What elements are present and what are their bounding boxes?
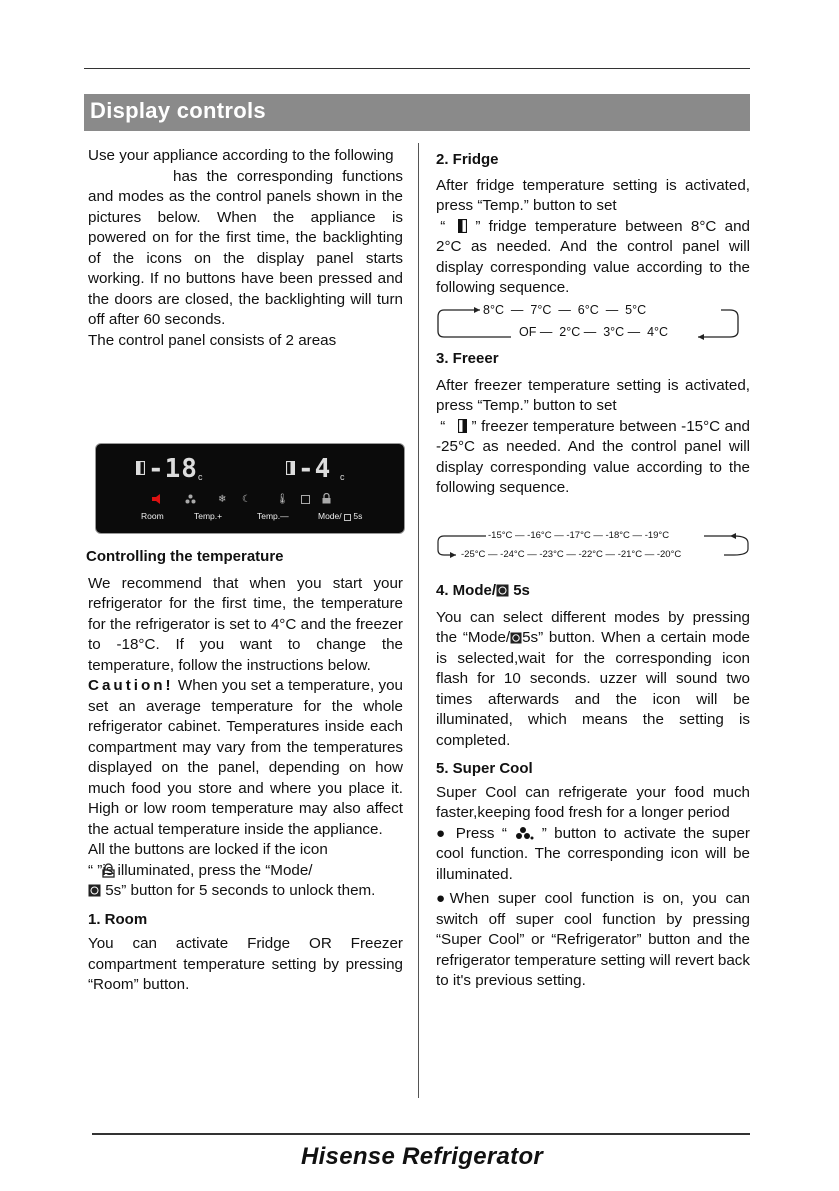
temp-minus-button: Temp.— [257, 511, 289, 521]
freezer-temp-display: -4 [298, 454, 332, 484]
lock-text-line-3: 5s” button for 5 seconds to unlock them. [88, 881, 403, 902]
caution-paragraph [88, 676, 403, 840]
snowflake-icon: ❄ [218, 494, 227, 505]
eco-icon [301, 495, 310, 504]
lock-text-line-2: “ ”is illuminated, press the “Mode/ [88, 861, 313, 879]
mode-icon-inline-2 [510, 632, 522, 644]
supercool-heading: 5. Super Cool [436, 760, 533, 777]
fridge-compartment-icon [136, 461, 145, 475]
mode-icon [344, 514, 351, 521]
lock-icon [322, 493, 331, 504]
right-column [436, 150, 750, 299]
section-header [84, 94, 750, 131]
control-panel-image [95, 443, 405, 534]
caution-label: Caution! [88, 677, 174, 694]
fridge-text-1: After fridge temperature setting is activated, press “Temp.” button to set [436, 176, 750, 214]
left-column-lower [88, 547, 403, 996]
left-column [88, 146, 403, 351]
freezer-unit: c [340, 472, 345, 482]
fan-icon [185, 494, 196, 504]
mode-button [318, 511, 362, 521]
freezer-text-1: After freezer temperature setting is activated, press “Temp.” button to set [436, 376, 750, 414]
temp-plus-button: Temp.+ [194, 511, 223, 521]
intro-line-1: Use your appliance according to the following [88, 147, 394, 164]
top-rule [84, 68, 750, 69]
mode-button-label: Mode/ [318, 511, 342, 521]
footer-brand: Hisense Refrigerator [300, 1143, 544, 1170]
bullet-dot: ● [436, 890, 450, 907]
room-text: You can activate Fridge OR Freezer compartment temperature setting by pressing “Room” button. [88, 935, 403, 993]
fridge-heading: 2. Fridge [436, 151, 499, 168]
controlling-text: We recommend that when you start your refrigerator for the first time, the temperature for the refrigerator is set to 4°C and the freezer to -18°C. If you want to change the temperature, follow the instructions below. [88, 574, 403, 674]
section-title: Display controls [90, 98, 266, 123]
mode-button-duration: 5s [353, 511, 363, 521]
freezer-compartment-icon [286, 461, 295, 475]
supercool-bullet-2: ●When super cool function is on, you can switch off super cool function by pressing “Super Cool” or “Refrigerator” button and the refrigerator temperature setting will revert back to it's previous setting. [436, 890, 750, 989]
freezer-seq-row-2: -25°C — -24°C — -23°C — -22°C — -21°C — -20°C [461, 549, 682, 560]
intro-line-2: has the corresponding functions and modes as the control panels shown in the pictures below. When the appliance is powered on for the first time, the backlighting of the icons on the display panel starts working. If no buttons have been pressed and the doors are closed, the backlighting will turn off after 60 seconds. [88, 167, 403, 328]
lock-text-line-1: All the buttons are locked if the icon [88, 841, 328, 858]
fridge-icon-inline [458, 219, 467, 233]
intro-line-3: The control panel consists of 2 areas [88, 331, 337, 349]
room-heading: 1. Room [88, 910, 148, 928]
thermometer-icon: 🌡 [276, 494, 289, 505]
mode-icon-inline [88, 884, 101, 897]
freezer-seq-row-1: -15°C — -16°C — -17°C — -18°C — -19°C [488, 530, 670, 541]
supercool-bullet-1: ● Press “ ” button to activate the super cool function. The corresponding icon will be illuminated. [436, 824, 750, 883]
bottom-rule [92, 1133, 750, 1135]
column-divider [418, 143, 419, 1098]
mode-heading: 4. Mode/ 5s [436, 582, 530, 599]
room-button: Room [141, 511, 164, 521]
bullet-dot: ● [436, 824, 449, 842]
mode-text: You can select different modes by pressing the “Mode/ 5s” button. When a certain mode is selected,wait for the corresponding icon flash for 10 seconds. uzzer will sound two times afterwards and the icon will be illuminated, which means the setting is completed. [436, 608, 750, 749]
freezer-heading: 3. Freeer [436, 350, 499, 367]
holiday-icon: ☾ [242, 494, 251, 505]
fan-icon-inline [514, 826, 534, 840]
controlling-heading: Controlling the temperature [86, 548, 284, 565]
right-column-mode [436, 581, 750, 992]
right-column-freezer [436, 349, 750, 499]
mode-icon-heading [496, 584, 509, 597]
lock-icon-inline [102, 863, 115, 878]
freezer-text-2: “ ” freezer temperature between -15°C and -25°C as needed. And the control panel will display corresponding value according to the following sequence. [436, 417, 750, 496]
fridge-unit: c [198, 472, 203, 482]
caution-text: When you set a temperature, you set an average temperature for the whole refrigerator cabinet. Temperatures inside each compartment may vary from the temperatures displayed on the panel, depending on how much food you store and where you place it. High or low room temperature may also affect the actual temperature inside the appliance. [88, 677, 403, 838]
supercool-text: Super Cool can refrigerate your food much faster,keeping food fresh for a longer period [436, 783, 750, 821]
fridge-text-2: “ ” fridge temperature between 8°C and 2°C as needed. And the control panel will display corresponding value according to the following sequence. [436, 217, 750, 296]
fridge-temp-display: -18 [148, 454, 198, 484]
fridge-seq-row-2: OF — 2°C — 3°C — 4°C [519, 325, 669, 339]
fridge-seq-row-1: 8°C — 7°C — 6°C — 5°C [483, 303, 647, 317]
freezer-icon-inline [458, 419, 467, 433]
room-icon [151, 494, 163, 504]
